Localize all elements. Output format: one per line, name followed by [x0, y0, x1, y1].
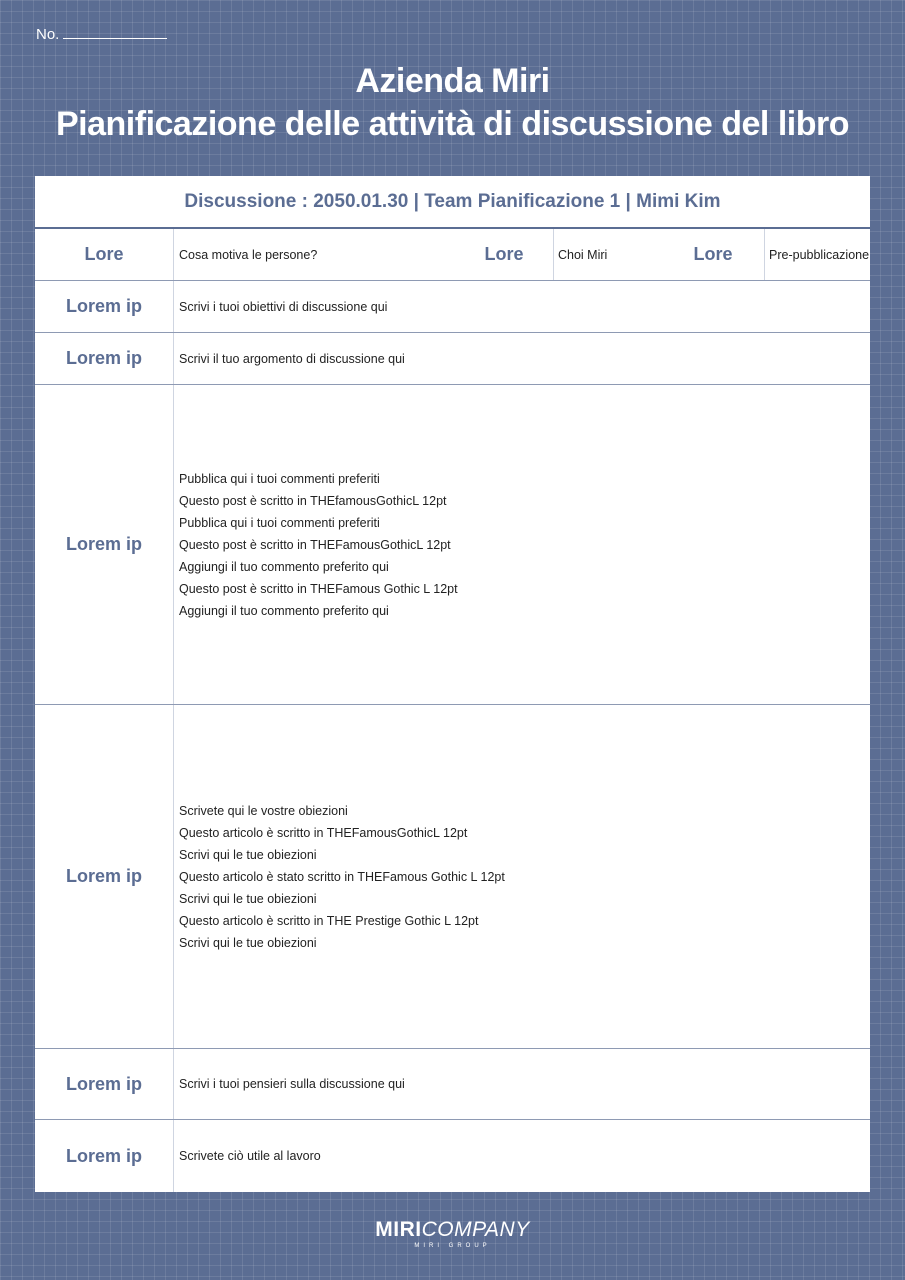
- row-label: Lorem ip: [35, 333, 174, 384]
- content-line: Pubblica qui i tuoi commenti preferiti: [179, 515, 380, 530]
- row-content: [179, 333, 862, 384]
- row-label: Lorem ip: [35, 1120, 174, 1192]
- title-line-1: Azienda Miri: [355, 62, 550, 100]
- content-line: Questo post è scritto in THEFamousGothicL 12pt: [179, 537, 451, 552]
- content-line: Scrivi qui le tue obiezioni: [179, 891, 317, 906]
- row-objectives: [35, 281, 870, 333]
- content-line: Scrivi qui le tue obiezioni: [179, 935, 317, 950]
- content-line: Questo post è scritto in THEfamousGothicL 12pt: [179, 493, 447, 508]
- meta-key-3: Lore: [693, 244, 733, 264]
- meta-value-1: Cosa motiva le persone?: [179, 247, 318, 262]
- meta-row: [35, 229, 870, 281]
- number-blank-line: [63, 24, 167, 39]
- logo-tagline: MIRI GROUP: [414, 1243, 491, 1249]
- row-content: [179, 281, 862, 332]
- content-line: Scrivi qui le tue obiezioni: [179, 847, 317, 862]
- content-line: Aggiungi il tuo commento preferito qui: [179, 603, 389, 618]
- meta-value-2: Choi Miri: [553, 229, 663, 280]
- number-field: [36, 24, 167, 43]
- content-line: Scrivete ciò utile al lavoro: [179, 1149, 321, 1163]
- row-content: [179, 1049, 862, 1119]
- meta-key-1: Lore: [35, 229, 174, 280]
- company-logo: [0, 1218, 905, 1242]
- discussion-header: Discussione : 2050.01.30 | Team Pianificazione 1 | Mimi Kim: [35, 176, 870, 229]
- meta-value-3: Pre-pubblicazione: [764, 229, 870, 280]
- row-topic: [35, 333, 870, 385]
- logo-mark: MIRI: [375, 1218, 422, 1241]
- content-line: Scrivi i tuoi pensieri sulla discussione qui: [179, 1077, 405, 1091]
- content-line: Questo articolo è scritto in THE Prestige Gothic L 12pt: [179, 913, 479, 928]
- content-line: Questo articolo è stato scritto in THEFamous Gothic L 12pt: [179, 869, 505, 884]
- content-line: Pubblica qui i tuoi commenti preferiti: [179, 471, 380, 486]
- row-content: [179, 1120, 862, 1192]
- page-title: [0, 60, 905, 146]
- content-line: Questo articolo è scritto in THEFamousGothicL 12pt: [179, 825, 468, 840]
- content-line: Aggiungi il tuo commento preferito qui: [179, 559, 389, 574]
- row-label: Lorem ip: [35, 281, 174, 332]
- row-content: [179, 385, 862, 704]
- row-thoughts: [35, 1049, 870, 1120]
- row-useful: [35, 1120, 870, 1192]
- row-objections: [35, 705, 870, 1049]
- row-label: Lorem ip: [35, 385, 174, 704]
- content-line: Scrivete qui le vostre obiezioni: [179, 803, 348, 818]
- title-line-2: Pianificazione delle attività di discussione del libro: [56, 105, 849, 143]
- content-line: Questo post è scritto in THEFamous Gothic L 12pt: [179, 581, 458, 596]
- discussion-sheet: [35, 176, 870, 1192]
- meta-key-2: Lore: [484, 244, 524, 264]
- content-line: Scrivi i tuoi obiettivi di discussione qui: [179, 299, 388, 314]
- logo-word: COMPANY: [421, 1218, 530, 1241]
- content-line: Scrivi il tuo argomento di discussione qui: [179, 351, 405, 366]
- row-label: Lorem ip: [35, 1049, 174, 1119]
- row-comments: [35, 385, 870, 705]
- row-label: Lorem ip: [35, 705, 174, 1048]
- row-content: [179, 705, 862, 1048]
- footer-logo: [0, 1218, 905, 1249]
- number-label: No.: [36, 26, 60, 43]
